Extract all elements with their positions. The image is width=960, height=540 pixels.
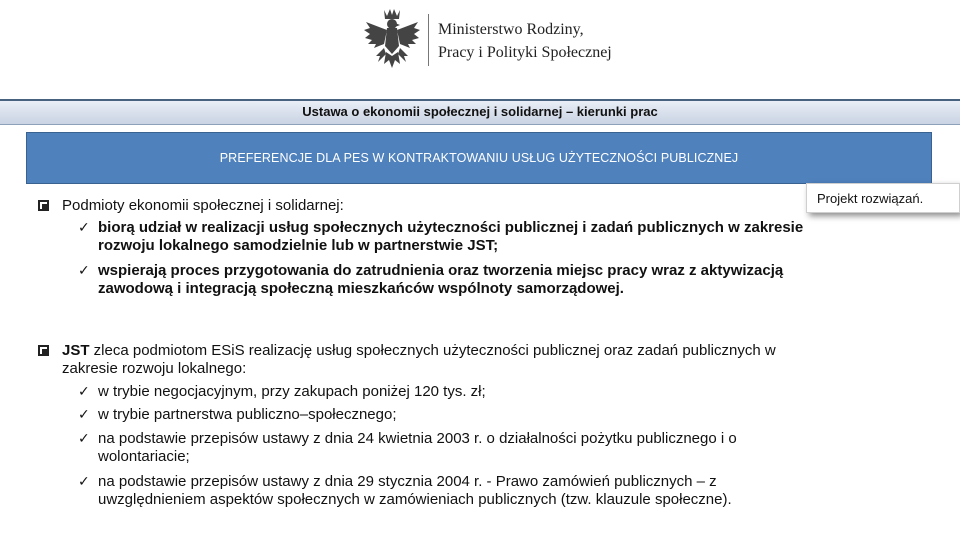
ministry-line-2: Pracy i Polityki Społecznej: [438, 44, 612, 61]
list-item-line: uwzględnieniem aspektów społecznych w zamówieniach publicznych (tzw. klauzule społeczne).: [98, 491, 732, 508]
slide-title: Ustawa o ekonomii społecznej i solidarnej – kierunki prac: [302, 104, 658, 119]
checkmark-icon: ✓: [78, 219, 90, 235]
jst-label: JST: [62, 342, 90, 359]
checkmark-icon: ✓: [78, 430, 90, 446]
banner-text: PREFERENCJE DLA PES W KONTRAKTOWANIU USŁUG UŻYTECZNOŚCI PUBLICZNEJ: [219, 151, 739, 165]
square-bullet-icon: [38, 345, 49, 356]
list-item-line: wolontariacie;: [98, 448, 190, 465]
section-heading: Podmioty ekonomii społecznej i solidarnej:: [62, 197, 344, 214]
list-item-line: na podstawie przepisów ustawy z dnia 24 kwietnia 2003 r. o działalności pożytku publicznego i o: [98, 430, 737, 447]
checkmark-icon: ✓: [78, 383, 90, 399]
ministry-line-1: Ministerstwo Rodziny,: [438, 21, 584, 38]
list-item-line: w trybie partnerstwa publiczno–społecznego;: [98, 406, 397, 423]
project-tag: Projekt rozwiązań.: [806, 183, 960, 213]
list-item-line: zawodową i integracją społeczną mieszkańców wspólnoty samorządowej.: [98, 280, 624, 297]
title-bar: [0, 99, 960, 125]
header: [0, 0, 960, 80]
checkmark-icon: ✓: [78, 262, 90, 278]
topic-banner: [26, 132, 932, 184]
square-bullet-icon: [38, 200, 49, 211]
eagle-emblem-icon: [362, 6, 422, 72]
header-divider: [428, 14, 429, 66]
ministry-name: [438, 18, 612, 64]
section-heading-line2: zakresie rozwoju lokalnego:: [62, 360, 247, 377]
list-item-line: w trybie negocjacyjnym, przy zakupach poniżej 120 tys. zł;: [98, 383, 486, 400]
heading-rest: zleca podmiotom ESiS realizację usług społecznych użyteczności publicznej oraz zadań publicznych w: [89, 342, 776, 359]
checkmark-icon: ✓: [78, 406, 90, 422]
checkmark-icon: ✓: [78, 473, 90, 489]
list-item-line: wspierają proces przygotowania do zatrudnienia oraz tworzenia miejsc pracy wraz z aktywizacją: [98, 262, 784, 279]
list-item-line: na podstawie przepisów ustawy z dnia 29 stycznia 2004 r. - Prawo zamówień publicznych – z: [98, 473, 717, 490]
list-item-line: biorą udział w realizacji usług społecznych użyteczności publicznej i zadań publicznych w zakresie: [98, 219, 804, 236]
section-heading: [62, 342, 776, 360]
list-item-line: rozwoju lokalnego samodzielnie lub w partnerstwie JST;: [98, 237, 499, 254]
